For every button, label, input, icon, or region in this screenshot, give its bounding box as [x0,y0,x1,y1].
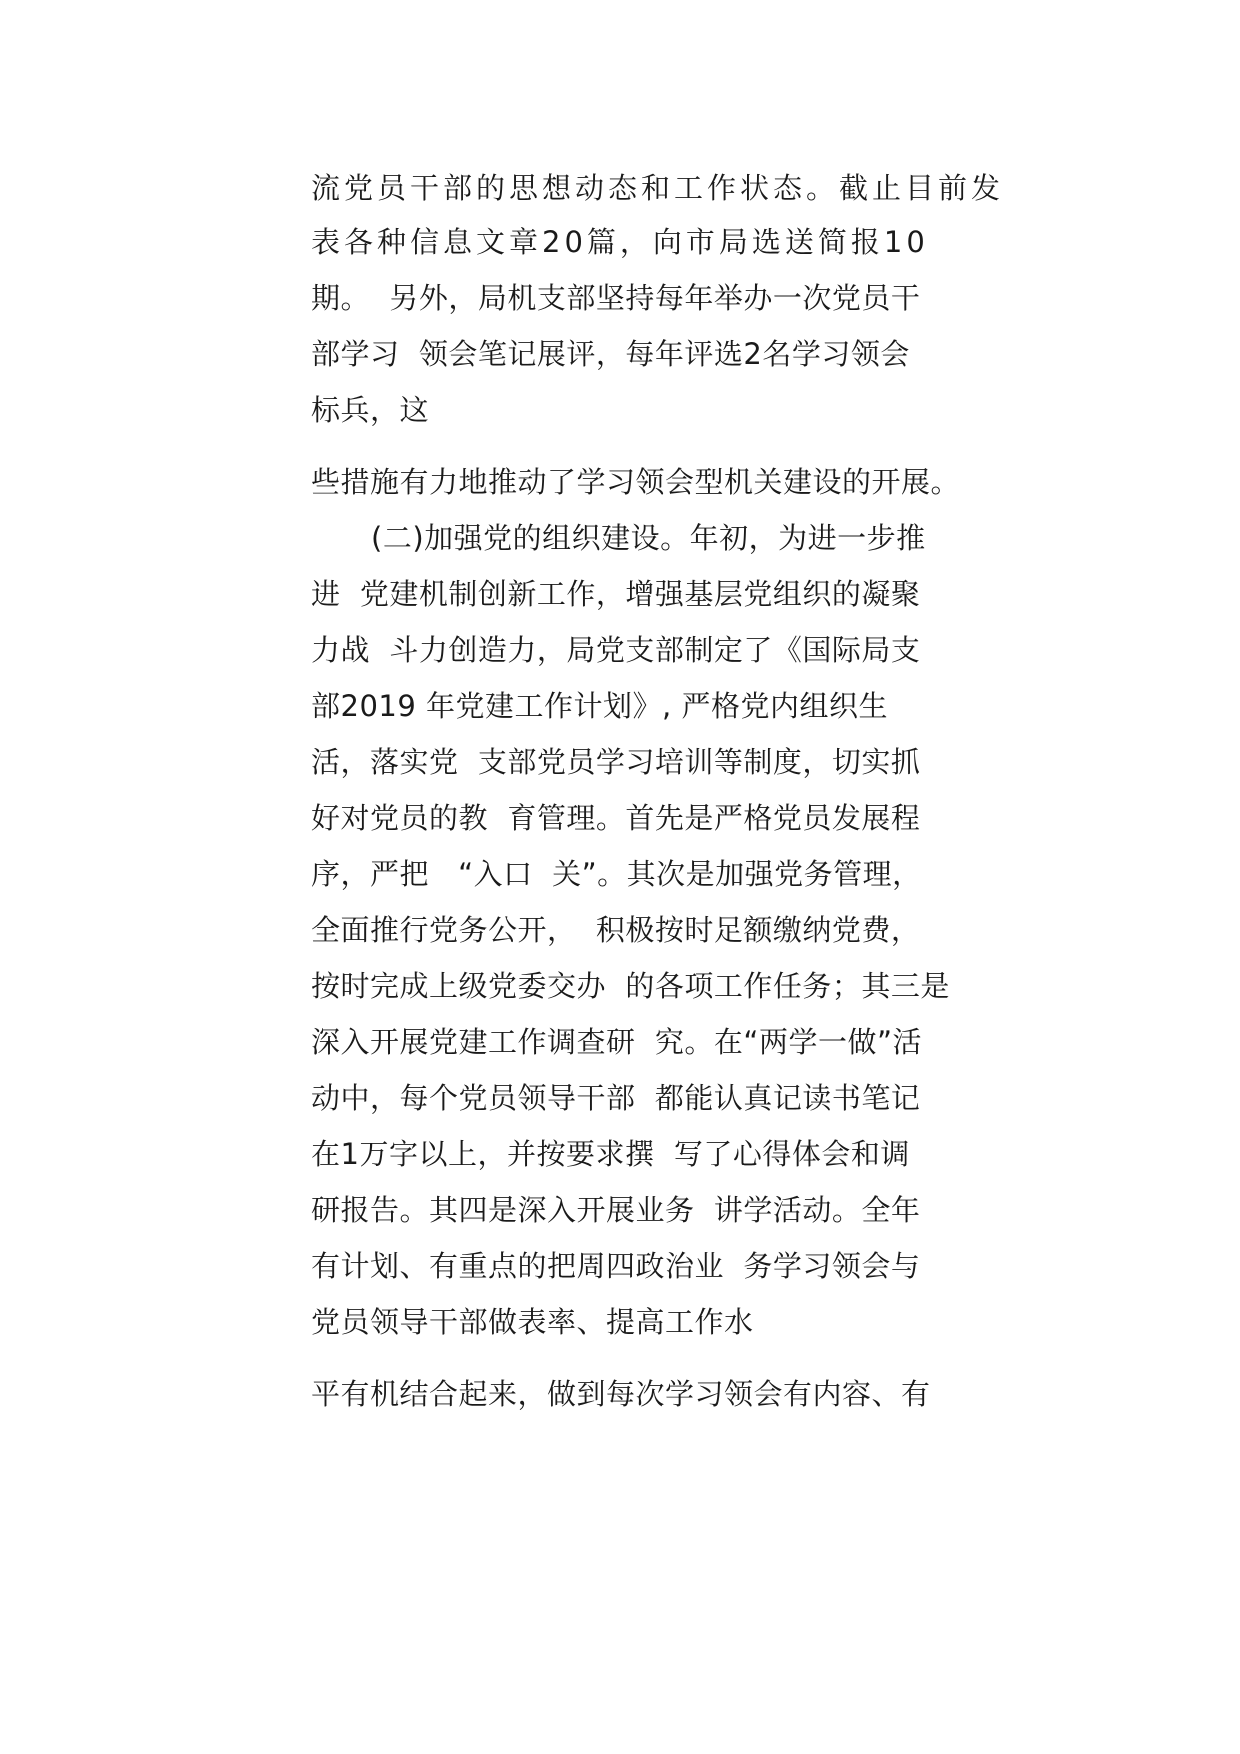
text-line-2: 表各种信息文章20篇，向市局选送简报10 [311,225,929,259]
text-line-4: 部学习 领会笔记展评，每年评选2名学习领会 [311,337,910,371]
text-line-19: 研报告。其四是深入开展业务 讲学活动。全年 [311,1193,921,1227]
text-line-6: 些措施有力地推动了学习领会型机关建设的开展。 [311,465,961,499]
text-line-8: 进 党建机制创新工作，增强基层党组织的凝聚 [311,577,921,611]
text-line-11: 活，落实党 支部党员学习培训等制度，切实抓 [311,745,921,779]
text-line-14: 全面推行党务公开， 积极按时足额缴纳党费， [311,913,921,947]
text-line-22: 平有机结合起来，做到每次学习领会有内容、有 [311,1377,931,1411]
text-line-20: 有计划、有重点的把周四政治业 务学习领会与 [311,1249,921,1283]
text-line-17: 动中，每个党员领导干部 都能认真记读书笔记 [311,1081,921,1115]
text-line-9: 力战 斗力创造力，局党支部制定了《国际局支 [311,633,921,667]
text-line-7: (二)加强党的组织建设。年初，为进一步推 [371,521,926,555]
text-line-12: 好对党员的教 育管理。首先是严格党员发展程 [311,801,921,835]
text-line-13: 序，严把 “入口 关”。其次是加强党务管理， [311,857,922,891]
text-line-16: 深入开展党建工作调查研 究。在“两学一做”活 [311,1025,922,1059]
text-line-18: 在1万字以上，并按要求撰 写了心得体会和调 [311,1137,910,1171]
text-line-15: 按时完成上级党委交办 的各项工作任务；其三是 [311,969,950,1003]
text-line-5: 标兵，这 [311,393,430,427]
text-line-1: 流党员干部的思想动态和工作状态。截止目前发 [311,171,1005,205]
text-line-3: 期。 另外，局机支部坚持每年举办一次党员干 [311,281,921,315]
text-line-21: 党员领导干部做表率、提高工作水 [311,1305,754,1339]
text-line-10: 部2019 年党建工作计划》, 严格党内组织生 [311,689,888,723]
